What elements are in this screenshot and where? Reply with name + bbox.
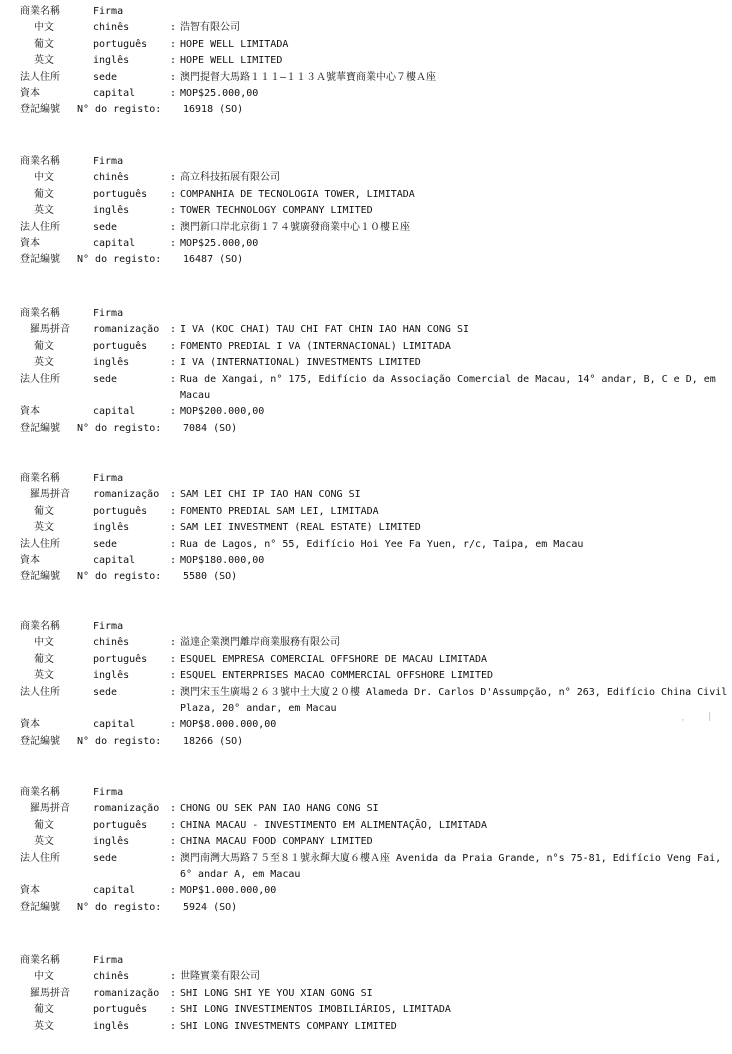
capital-row [0,404,732,420]
ingles-label-zh: 英文 [34,522,54,534]
portugues-label-pt: português [93,505,148,517]
romanizacao-label-pt: romanização [93,489,160,501]
portugues-label-pt: português [93,340,148,352]
company-entry [0,306,732,437]
firma-row [0,953,732,969]
capital-value: MOP$200.000,00 [180,406,265,418]
portugues-label-pt: português [93,653,148,665]
portugues-label-zh: 葡文 [34,1004,54,1016]
romanizacao-label-zh: 羅馬拼音 [30,324,70,336]
colon: : [170,71,177,83]
registo-label-zh: 登記編號 [20,104,60,116]
registo-number: 18266 (SO) [183,735,244,747]
colon: : [170,237,177,249]
colon: : [170,719,177,731]
ingles-row [0,668,732,684]
registo-label-pt: N° do registo: [77,104,162,116]
portugues-row [0,339,732,355]
capital-label-pt: capital [93,237,136,249]
chines-label-zh: 中文 [34,971,54,983]
sede-address: 澳門南灣大馬路７５至８１號永輝大廈６樓Ａ座 Avenida da Praia Grande, n°s 75-81, Edifício Veng Fai, 6° andar A, em Macau [180,852,722,880]
colon: : [170,987,177,999]
colon: : [170,406,177,418]
registo-number: 16487 (SO) [183,254,244,266]
colon: : [170,357,177,369]
sede-address: 澳門提督大馬路１１１—１１３Ａ號華寶商業中心７樓Ａ座 [180,71,437,83]
capital-label-zh: 資本 [20,885,40,897]
ingles-label-zh: 英文 [34,357,54,369]
firma-row [0,471,732,487]
portugues-label-zh: 葡文 [34,188,54,200]
portugues-row [0,187,732,203]
chines-label-zh: 中文 [34,22,54,34]
colon: : [170,852,177,864]
romanizacao-row [0,487,732,503]
portugues-name: ESQUEL EMPRESA COMERCIAL OFFSHORE DE MACAU LIMITADA [180,653,488,665]
portugues-label-pt: português [93,38,148,50]
romanizacao-label-pt: romanização [93,987,160,999]
romanizacao-label-pt: romanização [93,324,160,336]
colon: : [170,38,177,50]
portugues-label-pt: português [93,188,148,200]
registo-label-zh: 登記編號 [20,254,60,266]
firma-row [0,785,732,801]
chines-label-pt: chinês [93,971,130,983]
chines-row [0,170,732,186]
portugues-name: FOMENTO PREDIAL I VA (INTERNACIONAL) LIMITADA [180,340,451,352]
chines-name: 世隆實業有限公司 [180,971,260,983]
chines-label-zh: 中文 [34,637,54,649]
portugues-row [0,37,732,53]
colon: : [170,686,177,698]
portugues-name: HOPE WELL LIMITADA [180,38,289,50]
colon: : [170,55,177,67]
sede-label-zh: 法人住所 [20,71,60,83]
capital-label-pt: capital [93,87,136,99]
chines-label-pt: chinês [93,637,130,649]
capital-label-zh: 資本 [20,554,40,566]
capital-value: MOP$180.000,00 [180,554,265,566]
sede-row [0,537,732,553]
colon: : [170,205,177,217]
firma-label-zh: 商業名稱 [20,473,60,484]
company-entry [0,953,732,1035]
firma-label-zh: 商業名稱 [20,308,60,319]
colon: : [170,87,177,99]
sede-label-zh: 法人住所 [20,538,60,550]
firma-row [0,154,732,170]
colon: : [170,670,177,682]
ingles-name: ESQUEL ENTERPRISES MACAO COMMERCIAL OFFSHORE LIMITED [180,670,494,682]
colon: : [170,489,177,501]
chines-label-pt: chinês [93,172,130,184]
colon: : [170,1020,177,1032]
ingles-row [0,355,732,371]
ingles-row [0,1019,732,1035]
colon: : [170,340,177,352]
ingles-label-zh: 英文 [34,836,54,848]
colon: : [170,324,177,336]
sede-label-pt: sede [93,373,118,385]
romanizacao-name: SAM LEI CHI IP IAO HAN CONG SI [180,489,361,501]
portugues-name: SHI LONG INVESTIMENTOS IMOBILIÁRIOS, LIMITADA [180,1004,451,1016]
ingles-name: TOWER TECHNOLOGY COMPANY LIMITED [180,205,373,217]
sede-address: 澳門宋玉生廣場２６３號中土大廈２０樓 Alameda Dr. Carlos D'Assumpção, n° 263, Edifício China Civil Plaza, 20° andar, em Macau [180,686,728,714]
registo-label-pt: N° do registo: [77,254,162,266]
firma-label-pt: Firma [93,787,124,798]
firma-label-pt: Firma [93,308,124,319]
romanizacao-label-zh: 羅馬拼音 [30,987,70,999]
sede-label-zh: 法人住所 [20,686,60,698]
registo-row [0,900,732,916]
portugues-name: CHINA MACAU - INVESTIMENTO EM ALIMENTAÇÃO, LIMITADA [180,819,488,831]
company-entry [0,785,732,916]
capital-row [0,553,732,569]
registo-number: 7084 (SO) [183,422,238,434]
sede-address: Rua de Lagos, n° 55, Edifício Hoi Yee Fa Yuen, r/c, Taipa, em Macau [180,538,584,550]
capital-value: MOP$25.000,00 [180,87,259,99]
portugues-label-zh: 葡文 [34,819,54,831]
registo-row [0,102,732,118]
sede-label-zh: 法人住所 [20,373,60,385]
colon: : [170,819,177,831]
company-entry [0,471,732,586]
romanizacao-row [0,322,732,338]
portugues-label-pt: português [93,1004,148,1016]
portugues-name: COMPANHIA DE TECNOLOGIA TOWER, LIMITADA [180,188,415,200]
portugues-label-pt: português [93,819,148,831]
ingles-label-pt: inglês [93,55,130,67]
colon: : [170,1004,177,1016]
colon: : [170,836,177,848]
romanizacao-label-zh: 羅馬拼音 [30,489,70,501]
capital-label-pt: capital [93,719,136,731]
registo-number: 5580 (SO) [183,571,238,583]
registo-row [0,734,732,750]
portugues-row [0,504,732,520]
capital-label-zh: 資本 [20,87,40,99]
portugues-row [0,818,732,834]
capital-value: MOP$8.000.000,00 [180,719,277,731]
firma-label-pt: Firma [93,473,124,484]
chines-name: 浩智有限公司 [180,22,240,34]
registo-row [0,252,732,268]
colon: : [170,172,177,184]
capital-label-pt: capital [93,885,136,897]
romanizacao-label-pt: romanização [93,803,160,815]
colon: : [170,522,177,534]
sede-row [0,70,732,86]
ingles-label-pt: inglês [93,670,130,682]
sede-label-pt: sede [93,852,118,864]
romanizacao-row [0,801,732,817]
capital-row [0,883,732,899]
romanizacao-name: CHONG OU SEK PAN IAO HANG CONG SI [180,803,379,815]
ingles-row [0,834,732,850]
portugues-row [0,652,732,668]
capital-label-pt: capital [93,554,136,566]
colon: : [170,505,177,517]
registo-number: 5924 (SO) [183,901,238,913]
capital-value: MOP$1.000.000,00 [180,885,277,897]
firma-label-zh: 商業名稱 [20,6,60,17]
colon: : [170,221,177,233]
romanizacao-row [0,986,732,1002]
ingles-name: SHI LONG INVESTMENTS COMPANY LIMITED [180,1020,397,1032]
chines-row [0,20,732,36]
firma-label-pt: Firma [93,621,124,632]
firma-label-zh: 商業名稱 [20,621,60,632]
company-entry [0,154,732,269]
registo-number: 16918 (SO) [183,104,244,116]
portugues-row [0,1002,732,1018]
ingles-label-zh: 英文 [34,670,54,682]
sede-row [0,372,732,405]
firma-row [0,619,732,635]
registo-label-zh: 登記編號 [20,422,60,434]
firma-label-zh: 商業名稱 [20,156,60,167]
firma-row [0,4,732,20]
capital-row [0,236,732,252]
registo-label-pt: N° do registo: [77,422,162,434]
ingles-row [0,203,732,219]
ingles-label-pt: inglês [93,522,130,534]
ingles-label-zh: 英文 [34,205,54,217]
ingles-row [0,520,732,536]
portugues-name: FOMENTO PREDIAL SAM LEI, LIMITADA [180,505,379,517]
sede-label-zh: 法人住所 [20,221,60,233]
sede-label-pt: sede [93,686,118,698]
portugues-label-zh: 葡文 [34,340,54,352]
sede-row [0,685,732,718]
sede-row [0,851,732,884]
capital-label-zh: 資本 [20,406,40,418]
ingles-name: CHINA MACAU FOOD COMPANY LIMITED [180,836,373,848]
registo-label-pt: N° do registo: [77,571,162,583]
colon: : [170,22,177,34]
chines-name: 溢達企業澳門離岸商業服務有限公司 [180,637,340,649]
registo-label-zh: 登記編號 [20,735,60,747]
firma-label-zh: 商業名稱 [20,955,60,966]
registo-label-zh: 登記編號 [20,901,60,913]
portugues-label-zh: 葡文 [34,505,54,517]
colon: : [170,554,177,566]
chines-row [0,969,732,985]
company-entry [0,4,732,119]
sede-label-zh: 法人住所 [20,852,60,864]
firma-label-pt: Firma [93,156,124,167]
registo-label-zh: 登記編號 [20,571,60,583]
company-entry [0,619,732,750]
colon: : [170,538,177,550]
chines-label-pt: chinês [93,22,130,34]
firma-row [0,306,732,322]
ingles-name: SAM LEI INVESTMENT (REAL ESTATE) LIMITED [180,522,421,534]
capital-row [0,717,732,733]
ingles-label-zh: 英文 [34,1020,54,1032]
firma-label-zh: 商業名稱 [20,787,60,798]
chines-row [0,635,732,651]
capital-label-zh: 資本 [20,719,40,731]
sede-label-pt: sede [93,221,118,233]
sede-row [0,220,732,236]
scan-speck: · [680,716,686,726]
ingles-label-pt: inglês [93,205,130,217]
ingles-name: HOPE WELL LIMITED [180,55,283,67]
registo-row [0,421,732,437]
chines-name: 高立科技拓展有限公司 [180,172,280,184]
ingles-label-zh: 英文 [34,55,54,67]
colon: : [170,188,177,200]
capital-row [0,86,732,102]
ingles-label-pt: inglês [93,357,130,369]
colon: : [170,637,177,649]
romanizacao-name: SHI LONG SHI YE YOU XIAN GONG SI [180,987,373,999]
registo-label-pt: N° do registo: [77,735,162,747]
registo-label-pt: N° do registo: [77,901,162,913]
capital-value: MOP$25.000,00 [180,237,259,249]
colon: : [170,885,177,897]
ingles-name: I VA (INTERNATIONAL) INVESTMENTS LIMITED [180,357,421,369]
colon: : [170,373,177,385]
capital-label-pt: capital [93,406,136,418]
colon: : [170,653,177,665]
registo-row [0,569,732,585]
capital-label-zh: 資本 [20,237,40,249]
romanizacao-label-zh: 羅馬拼音 [30,803,70,815]
firma-label-pt: Firma [93,955,124,966]
colon: : [170,971,177,983]
sede-address: 澳門新口岸北京街１７４號廣發商業中心１０樓Ｅ座 [180,221,410,233]
colon: : [170,803,177,815]
ingles-label-pt: inglês [93,836,130,848]
ingles-label-pt: inglês [93,1020,130,1032]
romanizacao-name: I VA (KOC CHAI) TAU CHI FAT CHIN IAO HAN CONG SI [180,324,469,336]
firma-label-pt: Firma [93,6,124,17]
chines-label-zh: 中文 [34,172,54,184]
sede-label-pt: sede [93,71,118,83]
ingles-row [0,53,732,69]
scan-speck: | [707,712,713,722]
sede-label-pt: sede [93,538,118,550]
sede-address: Rua de Xangai, n° 175, Edifício da Associação Comercial de Macau, 14° andar, B, C e D, em Macau [180,373,716,401]
portugues-label-zh: 葡文 [34,38,54,50]
portugues-label-zh: 葡文 [34,653,54,665]
